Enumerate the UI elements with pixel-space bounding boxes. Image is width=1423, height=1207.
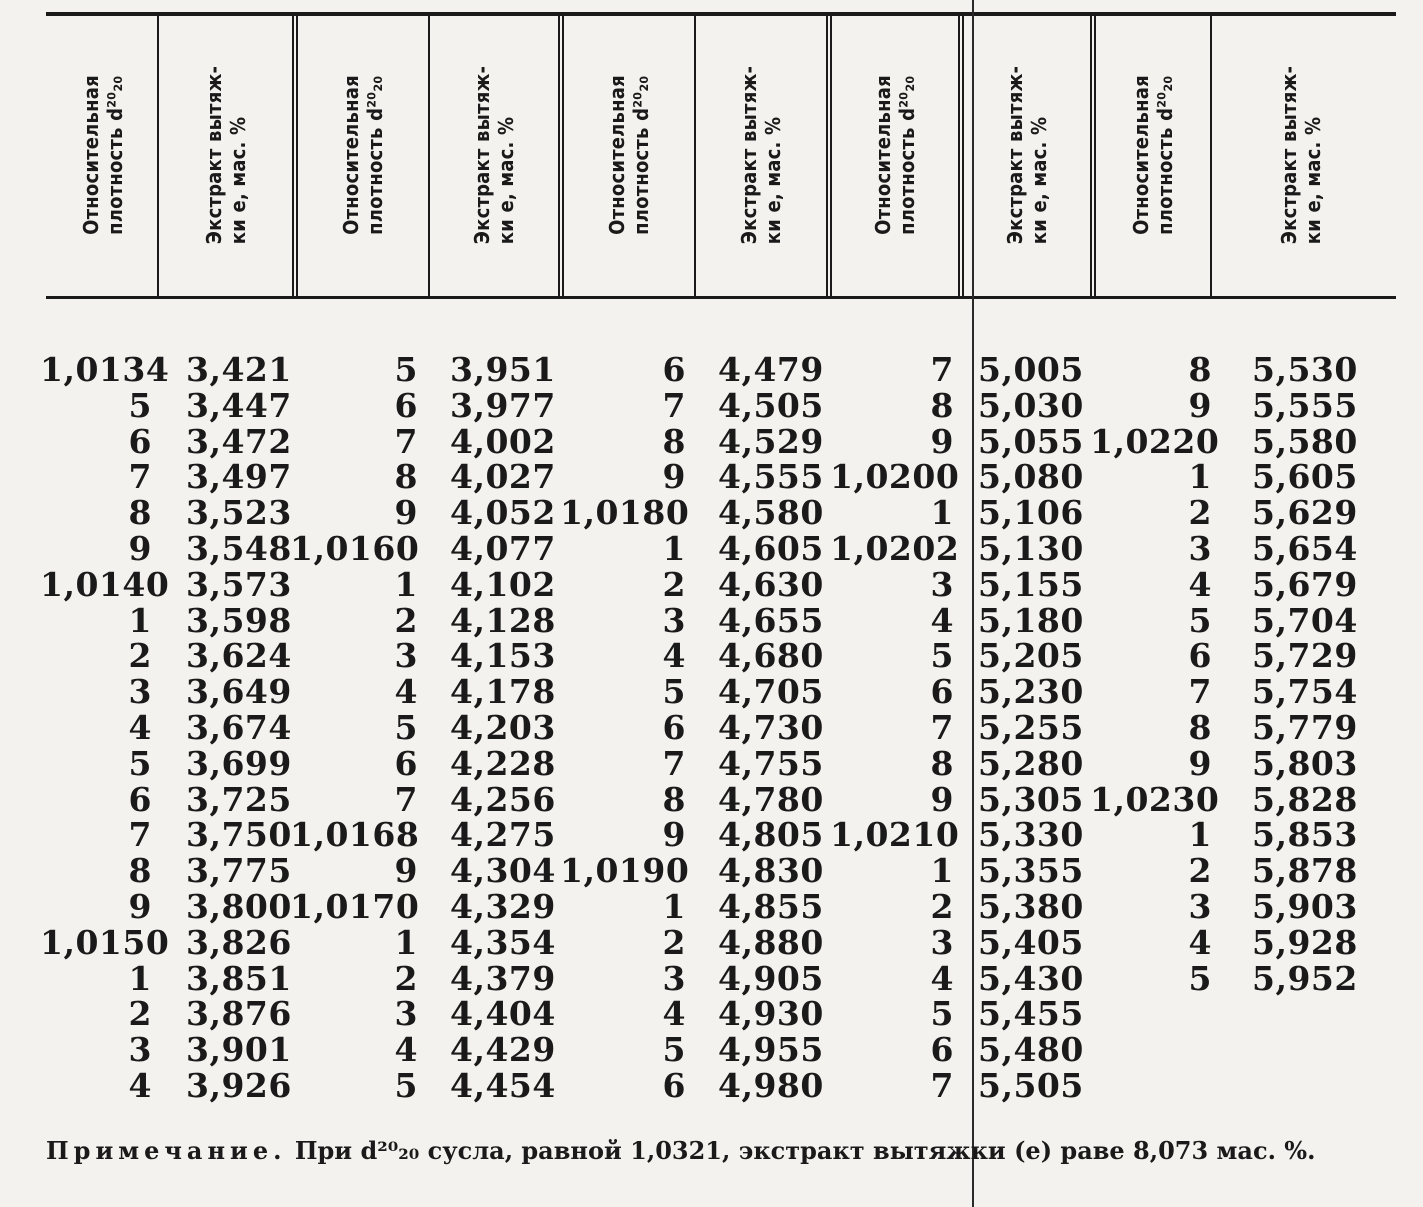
extract-cell: 5,255 xyxy=(978,707,1084,747)
extract-cell: 3,624 xyxy=(186,636,292,676)
extract-cell: 4,275 xyxy=(450,815,556,855)
extract-cell: 3,826 xyxy=(186,922,292,962)
extract-column xyxy=(450,352,570,1104)
density-column xyxy=(830,350,960,1105)
density-cell: 7 xyxy=(394,779,418,819)
extract-cell: 4,980 xyxy=(718,1065,824,1105)
extract-cell: 3,472 xyxy=(186,421,292,461)
density-cell: 4 xyxy=(394,1030,418,1070)
extract-cell: 4,128 xyxy=(450,600,556,640)
header-extract: Экстракт вытяж- ки e, мас. % xyxy=(1277,65,1325,245)
extract-cell: 5,030 xyxy=(978,385,1084,425)
density-cell: 4 xyxy=(662,636,686,676)
density-cell: 3 xyxy=(394,994,418,1034)
density-cell: 2 xyxy=(394,600,418,640)
extract-cell: 5,629 xyxy=(1252,493,1358,533)
density-cell: 9 xyxy=(930,779,954,819)
extract-cell: 5,055 xyxy=(978,421,1084,461)
header-density: Относительная плотность d²⁰₂₀ xyxy=(871,75,919,235)
density-cell: 5 xyxy=(128,385,152,425)
table-footnote xyxy=(46,1136,1366,1166)
density-cell: 1,0160 xyxy=(290,528,420,568)
density-cell: 2 xyxy=(1188,851,1212,891)
density-cell: 8 xyxy=(662,779,686,819)
density-cell: 7 xyxy=(128,815,152,855)
density-cell: 1,0220 xyxy=(1090,421,1220,461)
extract-cell: 5,106 xyxy=(978,493,1084,533)
header-density: Относительная плотность d²⁰₂₀ xyxy=(78,75,127,235)
extract-cell: 4,002 xyxy=(450,421,556,461)
density-cell: 3 xyxy=(1188,886,1212,926)
extract-cell: 4,329 xyxy=(450,886,556,926)
extract-cell: 5,005 xyxy=(978,350,1084,389)
extract-cell: 4,505 xyxy=(718,385,824,425)
extract-cell: 4,379 xyxy=(450,958,556,998)
density-cell: 3 xyxy=(128,1030,152,1070)
extract-cell: 5,654 xyxy=(1252,528,1358,568)
density-cell: 6 xyxy=(128,779,152,819)
extract-cell: 4,077 xyxy=(450,528,556,568)
header-divider-double xyxy=(826,16,832,296)
extract-cell: 5,729 xyxy=(1252,636,1358,676)
extract-cell: 4,153 xyxy=(450,636,556,676)
header-density: Относительная плотность d²⁰₂₀ xyxy=(339,75,387,235)
density-cell: 1,0134 xyxy=(40,350,170,389)
density-cell: 5 xyxy=(930,636,954,676)
density-column xyxy=(40,350,170,1105)
density-cell: 1 xyxy=(128,958,152,998)
extract-cell: 5,679 xyxy=(1252,564,1358,604)
extract-cell: 4,178 xyxy=(450,672,556,712)
density-cell: 6 xyxy=(1188,636,1212,676)
density-cell: 1 xyxy=(128,600,152,640)
density-cell: 7 xyxy=(930,1065,954,1105)
density-cell: 1 xyxy=(930,493,954,533)
extract-cell: 5,180 xyxy=(978,600,1084,640)
density-cell: 3 xyxy=(1188,528,1212,568)
density-cell: 5 xyxy=(1188,600,1212,640)
extract-cell: 4,805 xyxy=(718,815,824,855)
extract-cell: 3,926 xyxy=(186,1065,292,1105)
density-cell: 1 xyxy=(662,886,686,926)
density-cell: 7 xyxy=(128,457,152,497)
header-divider xyxy=(694,16,696,296)
density-cell: 3 xyxy=(662,958,686,998)
footnote-lead: Примечание. xyxy=(46,1136,287,1165)
extract-cell: 4,705 xyxy=(718,672,824,712)
density-cell: 2 xyxy=(128,636,152,676)
density-cell: 1,0150 xyxy=(40,922,170,962)
extract-cell: 5,754 xyxy=(1252,672,1358,712)
extract-cell: 3,750 xyxy=(186,815,292,855)
extract-cell: 5,580 xyxy=(1252,421,1358,461)
extract-cell: 5,480 xyxy=(978,1030,1084,1070)
extract-cell: 4,680 xyxy=(718,636,824,676)
extract-cell: 3,497 xyxy=(186,457,292,497)
extract-column xyxy=(1252,352,1372,996)
density-column xyxy=(560,350,690,1105)
extract-cell: 3,951 xyxy=(450,350,556,389)
density-cell: 1,0140 xyxy=(40,564,170,604)
extract-cell: 5,430 xyxy=(978,958,1084,998)
extract-cell: 3,901 xyxy=(186,1030,292,1070)
extract-cell: 4,529 xyxy=(718,421,824,461)
density-cell: 8 xyxy=(1188,350,1212,389)
density-cell: 6 xyxy=(930,1030,954,1070)
density-cell: 9 xyxy=(662,457,686,497)
header-extract: Экстракт вытяж- ки e, мас. % xyxy=(1003,65,1051,245)
extract-cell: 5,605 xyxy=(1252,457,1358,497)
density-cell: 5 xyxy=(662,672,686,712)
density-cell: 1 xyxy=(394,922,418,962)
header-divider xyxy=(1210,16,1212,296)
density-cell: 5 xyxy=(1188,958,1212,998)
density-cell: 5 xyxy=(930,994,954,1034)
scan-fold-line xyxy=(972,0,974,1207)
table-top-rule xyxy=(46,12,1396,16)
extract-cell: 3,649 xyxy=(186,672,292,712)
extract-cell: 5,230 xyxy=(978,672,1084,712)
extract-cell: 3,725 xyxy=(186,779,292,819)
header-density: Относительная плотность d²⁰₂₀ xyxy=(1129,75,1177,235)
density-cell: 5 xyxy=(662,1030,686,1070)
extract-cell: 4,256 xyxy=(450,779,556,819)
extract-cell: 5,380 xyxy=(978,886,1084,926)
extract-cell: 5,405 xyxy=(978,922,1084,962)
density-cell: 1,0180 xyxy=(560,493,690,533)
extract-cell: 5,828 xyxy=(1252,779,1358,819)
density-cell: 1,0200 xyxy=(830,457,960,497)
extract-cell: 3,447 xyxy=(186,385,292,425)
extract-cell: 4,655 xyxy=(718,600,824,640)
header-divider-double xyxy=(958,16,964,296)
extract-cell: 5,952 xyxy=(1252,958,1358,998)
header-divider-double xyxy=(558,16,564,296)
density-cell: 4 xyxy=(128,1065,152,1105)
extract-cell: 5,330 xyxy=(978,815,1084,855)
density-cell: 8 xyxy=(930,385,954,425)
density-cell: 3 xyxy=(930,922,954,962)
density-cell: 1 xyxy=(930,851,954,891)
density-cell: 1,0190 xyxy=(560,851,690,891)
extract-cell: 4,880 xyxy=(718,922,824,962)
density-cell: 6 xyxy=(394,743,418,783)
extract-cell: 5,280 xyxy=(978,743,1084,783)
extract-cell: 5,903 xyxy=(1252,886,1358,926)
table-header-rule xyxy=(46,296,1396,299)
density-cell: 8 xyxy=(662,421,686,461)
density-cell: 7 xyxy=(1188,672,1212,712)
extract-cell: 3,573 xyxy=(186,564,292,604)
density-cell: 2 xyxy=(394,958,418,998)
density-cell: 5 xyxy=(394,707,418,747)
density-cell: 4 xyxy=(930,600,954,640)
extract-cell: 4,102 xyxy=(450,564,556,604)
density-cell: 2 xyxy=(1188,493,1212,533)
extract-cell: 5,779 xyxy=(1252,707,1358,747)
extract-cell: 5,305 xyxy=(978,779,1084,819)
density-cell: 6 xyxy=(394,385,418,425)
density-cell: 6 xyxy=(662,1065,686,1105)
density-cell: 9 xyxy=(662,815,686,855)
extract-cell: 5,505 xyxy=(978,1065,1084,1105)
extract-cell: 4,354 xyxy=(450,922,556,962)
density-cell: 9 xyxy=(128,886,152,926)
extract-cell: 5,704 xyxy=(1252,600,1358,640)
extract-column xyxy=(718,352,838,1104)
density-cell: 8 xyxy=(930,743,954,783)
density-cell: 4 xyxy=(1188,922,1212,962)
density-cell: 4 xyxy=(662,994,686,1034)
extract-cell: 5,205 xyxy=(978,636,1084,676)
extract-cell: 5,130 xyxy=(978,528,1084,568)
extract-cell: 4,027 xyxy=(450,457,556,497)
extract-cell: 5,155 xyxy=(978,564,1084,604)
extract-cell: 3,674 xyxy=(186,707,292,747)
extract-cell: 4,780 xyxy=(718,779,824,819)
extract-cell: 4,304 xyxy=(450,851,556,891)
density-cell: 1,0170 xyxy=(290,886,420,926)
density-cell: 1,0202 xyxy=(830,528,960,568)
density-cell: 3 xyxy=(128,672,152,712)
density-cell: 9 xyxy=(394,851,418,891)
density-cell: 2 xyxy=(930,886,954,926)
density-cell: 1,0230 xyxy=(1090,779,1220,819)
density-cell: 1 xyxy=(394,564,418,604)
extract-cell: 4,479 xyxy=(718,350,824,389)
density-cell: 4 xyxy=(930,958,954,998)
extract-cell: 4,555 xyxy=(718,457,824,497)
density-column xyxy=(290,352,418,1104)
footnote-text: При d²⁰₂₀ сусла, равной 1,0321, экстракт вытяжки (e) раве 8,073 мас. %. xyxy=(286,1136,1316,1165)
density-cell: 6 xyxy=(128,421,152,461)
density-cell: 4 xyxy=(128,707,152,747)
density-cell: 1 xyxy=(1188,457,1212,497)
header-divider-double xyxy=(1090,16,1096,296)
extract-cell: 3,851 xyxy=(186,958,292,998)
extract-cell: 4,404 xyxy=(450,994,556,1034)
extract-cell: 4,605 xyxy=(718,528,824,568)
extract-cell: 4,855 xyxy=(718,886,824,926)
extract-cell: 5,530 xyxy=(1252,350,1358,389)
extract-column xyxy=(978,352,1098,1104)
header-divider xyxy=(428,16,430,296)
density-cell: 6 xyxy=(662,350,686,389)
density-cell: 1 xyxy=(662,528,686,568)
density-cell: 7 xyxy=(930,350,954,389)
extract-cell: 3,977 xyxy=(450,385,556,425)
extract-cell: 4,228 xyxy=(450,743,556,783)
extract-cell: 4,730 xyxy=(718,707,824,747)
density-cell: 9 xyxy=(394,493,418,533)
density-cell: 5 xyxy=(394,1065,418,1105)
extract-cell: 3,876 xyxy=(186,994,292,1034)
extract-cell: 4,454 xyxy=(450,1065,556,1105)
extract-cell: 5,878 xyxy=(1252,851,1358,891)
density-column xyxy=(1090,350,1220,998)
extract-cell: 4,905 xyxy=(718,958,824,998)
extract-cell: 3,775 xyxy=(186,851,292,891)
header-divider xyxy=(157,16,159,296)
density-cell: 1,0210 xyxy=(830,815,960,855)
density-cell: 3 xyxy=(394,636,418,676)
density-cell: 3 xyxy=(930,564,954,604)
density-cell: 1 xyxy=(1188,815,1212,855)
extract-cell: 3,421 xyxy=(186,350,292,389)
density-cell: 6 xyxy=(930,672,954,712)
extract-cell: 5,928 xyxy=(1252,922,1358,962)
density-cell: 2 xyxy=(128,994,152,1034)
density-cell: 1,0168 xyxy=(290,815,420,855)
extract-cell: 5,853 xyxy=(1252,815,1358,855)
header-divider-double xyxy=(292,16,298,296)
density-cell: 5 xyxy=(394,350,418,389)
density-cell: 6 xyxy=(662,707,686,747)
density-cell: 9 xyxy=(1188,385,1212,425)
header-density: Относительная плотность d²⁰₂₀ xyxy=(605,75,653,235)
density-cell: 4 xyxy=(1188,564,1212,604)
extract-cell: 3,800 xyxy=(186,886,292,926)
extract-cell: 4,755 xyxy=(718,743,824,783)
extract-cell: 4,052 xyxy=(450,493,556,533)
density-cell: 8 xyxy=(128,493,152,533)
extract-cell: 4,203 xyxy=(450,707,556,747)
density-cell: 9 xyxy=(930,421,954,461)
density-cell: 8 xyxy=(1188,707,1212,747)
density-cell: 9 xyxy=(1188,743,1212,783)
extract-cell: 3,548 xyxy=(186,528,292,568)
density-cell: 2 xyxy=(662,564,686,604)
extract-cell: 3,523 xyxy=(186,493,292,533)
density-cell: 2 xyxy=(662,922,686,962)
extract-cell: 3,699 xyxy=(186,743,292,783)
header-extract: Экстракт вытяж- ки e, мас. % xyxy=(470,65,518,245)
density-cell: 7 xyxy=(662,385,686,425)
extract-cell: 3,598 xyxy=(186,600,292,640)
density-cell: 7 xyxy=(394,421,418,461)
extract-cell: 4,580 xyxy=(718,493,824,533)
density-cell: 4 xyxy=(394,672,418,712)
extract-cell: 5,803 xyxy=(1252,743,1358,783)
density-cell: 7 xyxy=(930,707,954,747)
extract-cell: 5,355 xyxy=(978,851,1084,891)
extract-cell: 5,555 xyxy=(1252,385,1358,425)
extract-cell: 4,830 xyxy=(718,851,824,891)
header-extract: Экстракт вытяж- ки e, мас. % xyxy=(202,65,250,245)
density-cell: 3 xyxy=(662,600,686,640)
extract-cell: 5,080 xyxy=(978,457,1084,497)
extract-column xyxy=(186,352,306,1104)
header-extract: Экстракт вытяж- ки e, мас. % xyxy=(737,65,785,245)
extract-cell: 5,455 xyxy=(978,994,1084,1034)
density-cell: 9 xyxy=(128,528,152,568)
density-cell: 8 xyxy=(128,851,152,891)
extract-cell: 4,930 xyxy=(718,994,824,1034)
density-cell: 7 xyxy=(662,743,686,783)
extract-cell: 4,429 xyxy=(450,1030,556,1070)
density-cell: 8 xyxy=(394,457,418,497)
extract-cell: 4,955 xyxy=(718,1030,824,1070)
extract-cell: 4,630 xyxy=(718,564,824,604)
density-cell: 5 xyxy=(128,743,152,783)
